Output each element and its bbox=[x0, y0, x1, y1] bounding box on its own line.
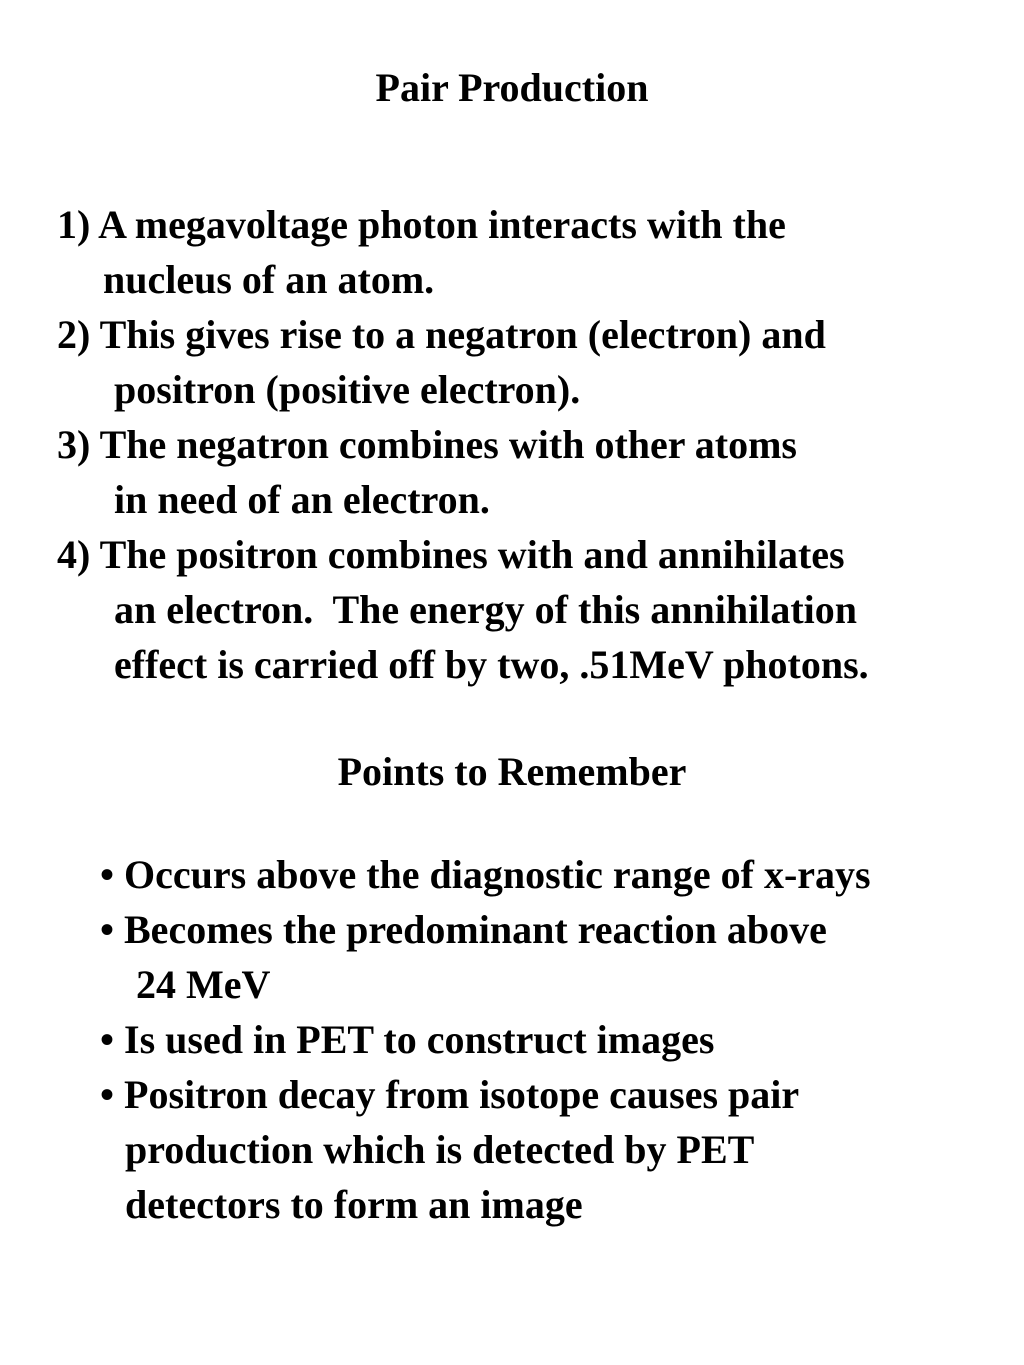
point-3-line-1: • Is used in PET to construct images bbox=[100, 1017, 715, 1062]
point-4-line-1: • Positron decay from isotope causes pair bbox=[100, 1072, 800, 1117]
point-4-line-2: production which is detected by PET bbox=[125, 1127, 755, 1172]
point-2-line-2: 24 MeV bbox=[136, 962, 271, 1007]
step-2-line-2: positron (positive electron). bbox=[114, 367, 581, 412]
step-1-line-2: nucleus of an atom. bbox=[103, 257, 435, 302]
point-2-line-1: • Becomes the predominant reaction above bbox=[100, 907, 827, 952]
slide-title: Pair Production bbox=[375, 65, 649, 110]
point-1-line-1: • Occurs above the diagnostic range of x-rays bbox=[100, 852, 871, 897]
step-4-line-2: an electron. The energy of this annihilation bbox=[114, 587, 858, 632]
section-subtitle: Points to Remember bbox=[337, 749, 687, 794]
point-4-line-3: detectors to form an image bbox=[125, 1182, 583, 1227]
step-1-line-1: 1) A megavoltage photon interacts with the bbox=[57, 202, 786, 247]
step-3-line-2: in need of an electron. bbox=[114, 477, 490, 522]
step-4-line-3: effect is carried off by two, .51MeV photons. bbox=[114, 642, 869, 687]
step-2-line-1: 2) This gives rise to a negatron (electron) and bbox=[57, 312, 826, 357]
step-4-line-1: 4) The positron combines with and annihilates bbox=[57, 532, 845, 577]
step-3-line-1: 3) The negatron combines with other atoms bbox=[57, 422, 797, 467]
